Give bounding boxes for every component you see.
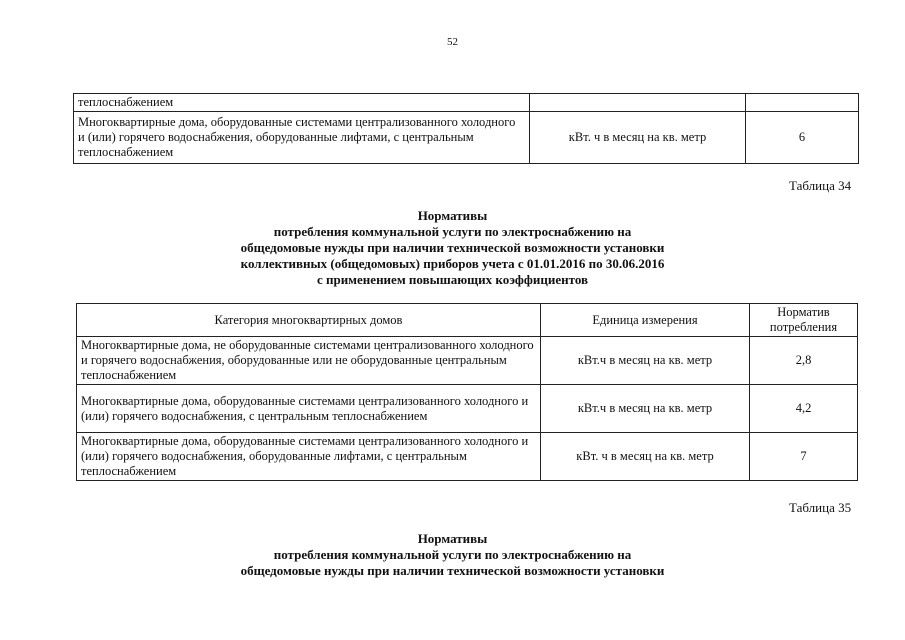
table-34-subtitle-line: общедомовые нужды при наличии технической возможности установки <box>240 240 665 255</box>
category-cell: теплоснабжением <box>74 94 530 112</box>
table-row <box>77 433 858 481</box>
table-row <box>74 112 859 164</box>
table-row <box>74 94 859 112</box>
category-cell: Многоквартирные дома, оборудованные системами централизованного холодного и (или) горячего водоснабжения, с центральным теплоснабжением <box>77 385 541 433</box>
value-cell: 2,8 <box>750 337 858 385</box>
table-34-subtitle-line: потребления коммунальной услуги по электроснабжению на <box>273 224 632 239</box>
unit-cell: кВт.ч в месяц на кв. метр <box>541 385 750 433</box>
table-header-row <box>77 304 858 337</box>
unit-cell: кВт.ч в месяц на кв. метр <box>541 337 750 385</box>
header-category: Категория многоквартирных домов <box>77 304 541 337</box>
page-number: 52 <box>447 36 458 48</box>
table-row <box>77 385 858 433</box>
unit-cell: кВт. ч в месяц на кв. метр <box>530 112 746 164</box>
table-35-subtitle-line: потребления коммунальной услуги по электроснабжению на <box>273 547 632 562</box>
table-34-title: Нормативы <box>417 208 488 223</box>
table-34-subtitle-line: с применением повышающих коэффициентов <box>316 272 589 287</box>
table-35-caption: Таблица 35 <box>789 500 852 515</box>
unit-cell: кВт. ч в месяц на кв. метр <box>541 433 750 481</box>
value-cell: 7 <box>750 433 858 481</box>
header-value: Норматив потребления <box>750 304 858 337</box>
continued-table <box>73 93 859 164</box>
value-cell <box>746 94 859 112</box>
table-row <box>77 337 858 385</box>
unit-cell <box>530 94 746 112</box>
category-cell: Многоквартирные дома, оборудованные системами централизованного холодного и (или) горячего водоснабжения, оборудованные лифтами, с центральным теплоснабжением <box>74 112 530 164</box>
header-unit: Единица измерения <box>541 304 750 337</box>
value-cell: 4,2 <box>750 385 858 433</box>
table-34-subtitle-line: коллективных (общедомовых) приборов учета с 01.01.2016 по 30.06.2016 <box>240 256 665 271</box>
table-35-subtitle-line: общедомовые нужды при наличии технической возможности установки <box>240 563 665 578</box>
category-cell: Многоквартирные дома, не оборудованные системами централизованного холодного и горячего водоснабжения, оборудованные или не оборудованные центральным теплоснабжением <box>77 337 541 385</box>
table-35-title: Нормативы <box>417 531 488 546</box>
table-34 <box>76 303 858 481</box>
value-cell: 6 <box>746 112 859 164</box>
table-34-caption: Таблица 34 <box>789 178 852 193</box>
category-cell: Многоквартирные дома, оборудованные системами централизованного холодного и (или) горячего водоснабжения, оборудованные лифтами, с центральным теплоснабжением <box>77 433 541 481</box>
